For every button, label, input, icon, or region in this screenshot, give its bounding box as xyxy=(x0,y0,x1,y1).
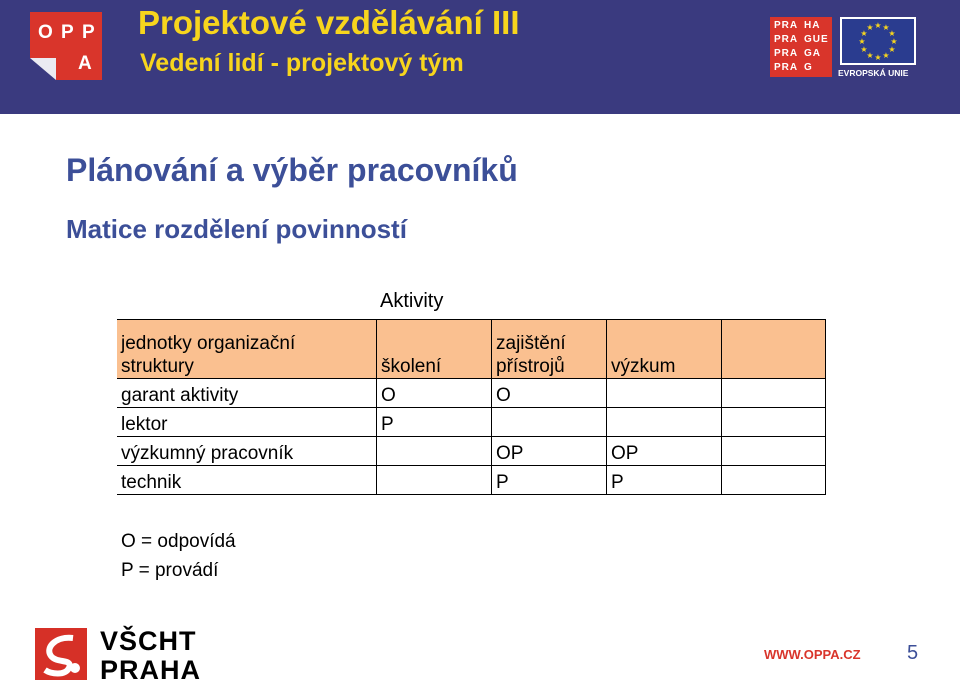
praha-logo xyxy=(770,17,832,77)
table-cell xyxy=(607,379,722,408)
table-cell: O xyxy=(492,379,607,408)
table-cell xyxy=(722,466,826,495)
praha-logo-text: HA xyxy=(804,20,821,31)
eu-flag-icon xyxy=(840,17,916,65)
presentation-title: Projektové vzdělávání III xyxy=(138,4,520,41)
header-cell xyxy=(722,320,826,379)
header-cell: školení xyxy=(377,320,492,379)
page-number: 5 xyxy=(907,642,919,664)
header-cell xyxy=(492,320,607,379)
presentation-subtitle: Vedení lidí - projektový tým xyxy=(140,49,464,77)
svg-text:★: ★ xyxy=(888,29,896,38)
svg-text:★: ★ xyxy=(890,37,898,46)
table-cell: OP xyxy=(607,437,722,466)
responsibility-matrix xyxy=(117,319,826,495)
header-cell: výzkum xyxy=(607,320,722,379)
vscht-logo-mark xyxy=(35,628,87,680)
table-cell xyxy=(607,408,722,437)
table-cell xyxy=(377,466,492,495)
slide-heading: Plánování a výběr pracovníků xyxy=(66,152,518,188)
table-cell xyxy=(377,437,492,466)
svg-text:★: ★ xyxy=(860,29,868,38)
footer-url-link[interactable]: WWW.OPPA.CZ xyxy=(764,647,861,662)
table-cell xyxy=(722,437,826,466)
oppa-letter: P xyxy=(82,22,95,43)
table-cell: technik xyxy=(117,466,377,495)
header-cell-line: struktury xyxy=(121,356,194,377)
praha-logo-text: GA xyxy=(804,48,821,59)
praha-logo-text: GUE xyxy=(804,34,829,45)
svg-text:★: ★ xyxy=(866,23,874,32)
svg-text:★: ★ xyxy=(858,37,866,46)
table-cell xyxy=(722,379,826,408)
activity-axis-label: Aktivity xyxy=(380,290,444,312)
praha-logo-text: G xyxy=(804,62,813,73)
table-cell: P xyxy=(607,466,722,495)
vscht-logo-icon xyxy=(35,628,87,680)
table-header-row xyxy=(117,320,826,379)
table-row xyxy=(117,466,826,495)
header-cell xyxy=(117,320,377,379)
praha-logo-text: PRA xyxy=(774,34,799,45)
svg-text:★: ★ xyxy=(866,51,874,60)
svg-text:★: ★ xyxy=(860,45,868,54)
praha-logo-text: PRA xyxy=(774,48,799,59)
legend-item: P = provádí xyxy=(121,560,219,581)
table-row xyxy=(117,408,826,437)
svg-text:★: ★ xyxy=(888,45,896,54)
table-cell xyxy=(492,408,607,437)
table-cell: P xyxy=(377,408,492,437)
praha-logo-text: PRA xyxy=(774,20,799,31)
table-cell: garant aktivity xyxy=(117,379,377,408)
oppa-letter: P xyxy=(61,22,74,43)
table-cell: O xyxy=(377,379,492,408)
svg-text:★: ★ xyxy=(882,23,890,32)
svg-text:★: ★ xyxy=(882,51,890,60)
eu-logo-label: EVROPSKÁ UNIE xyxy=(838,68,909,78)
vscht-logo-text: VŠCHT xyxy=(100,626,197,656)
oppa-letter: O xyxy=(38,22,53,43)
table-cell: lektor xyxy=(117,408,377,437)
svg-text:★: ★ xyxy=(874,21,882,30)
praha-logo-text: PRA xyxy=(774,62,799,73)
legend-item: O = odpovídá xyxy=(121,531,236,552)
table-cell xyxy=(722,408,826,437)
table-row xyxy=(117,437,826,466)
vscht-logo-text: PRAHA xyxy=(100,655,202,685)
table-cell: výzkumný pracovník xyxy=(117,437,377,466)
oppa-logo xyxy=(30,12,102,80)
header-cell-line: zajištění xyxy=(496,333,566,354)
header-cell-line: přístrojů xyxy=(496,356,565,377)
table-cell: P xyxy=(492,466,607,495)
table-cell: OP xyxy=(492,437,607,466)
header-cell-line: jednotky organizační xyxy=(121,333,296,354)
oppa-letter: A xyxy=(78,53,92,74)
svg-text:★: ★ xyxy=(874,53,882,62)
table-row xyxy=(117,379,826,408)
slide-subheading: Matice rozdělení povinností xyxy=(66,214,407,244)
